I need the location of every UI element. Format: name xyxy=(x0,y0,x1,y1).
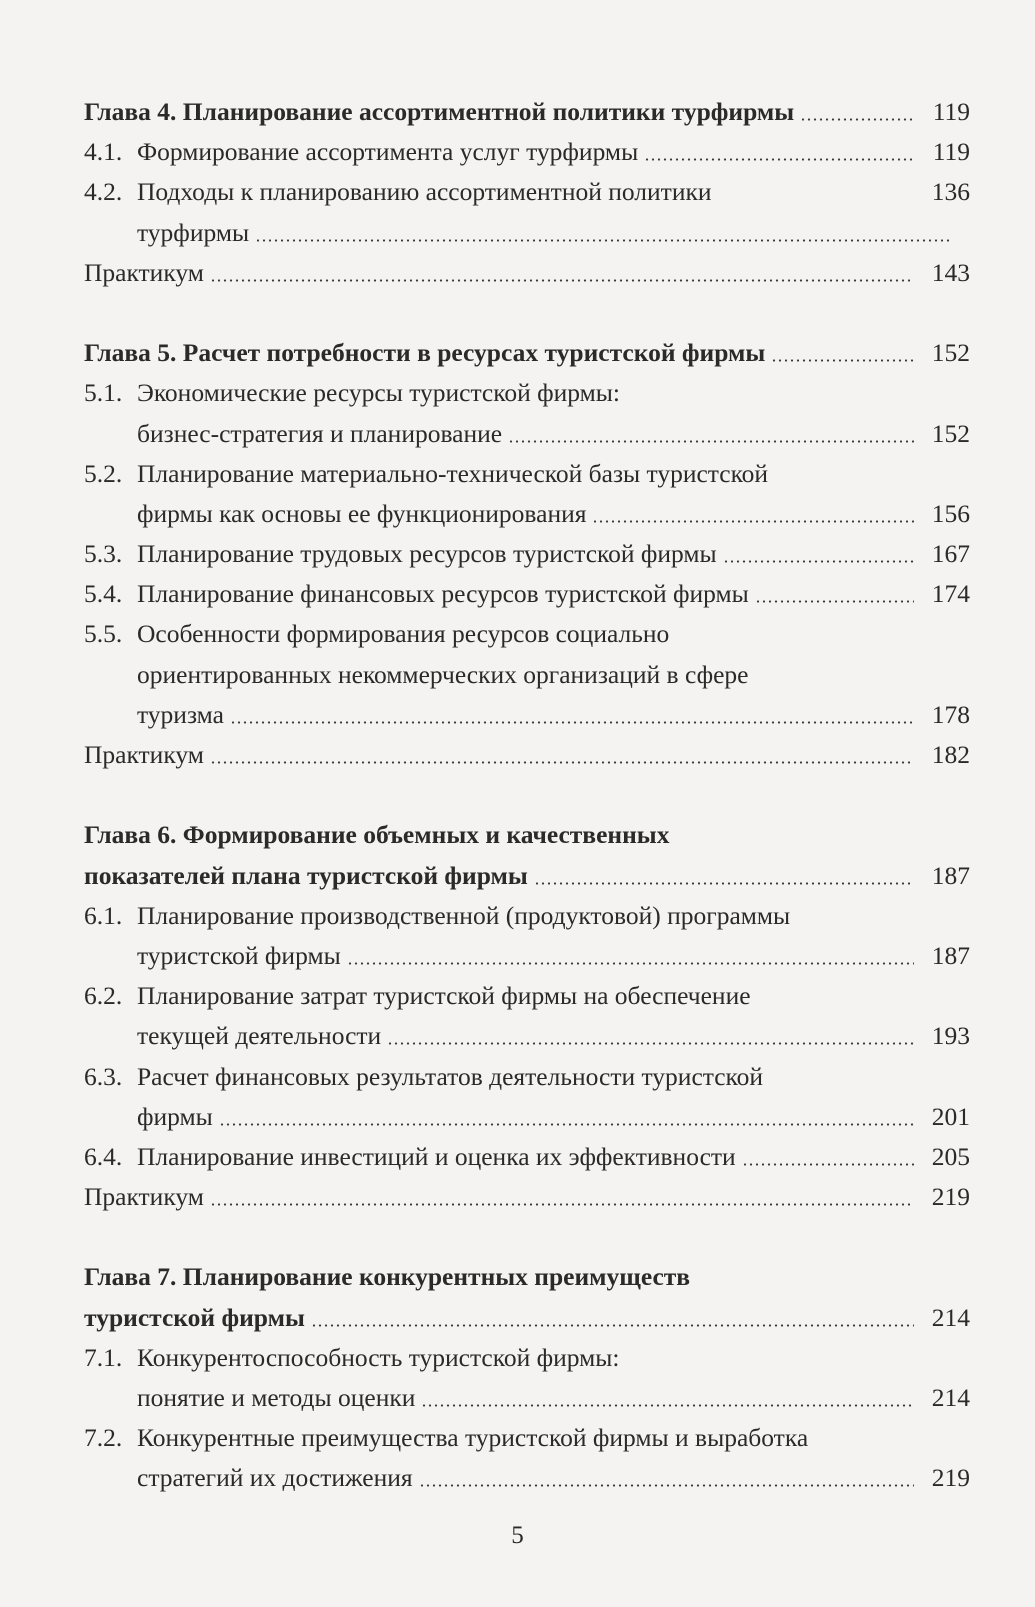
toc-entry-line[interactable] xyxy=(0,373,1035,413)
toc-entry-line[interactable] xyxy=(0,1097,1035,1137)
toc-dot-leader xyxy=(742,1163,914,1166)
toc-dot-leader xyxy=(387,1042,914,1045)
toc-page-number: 156 xyxy=(931,498,970,528)
toc-page-number: 182 xyxy=(931,740,970,769)
toc-page-number: 214 xyxy=(931,1302,970,1332)
toc-entry-line[interactable] xyxy=(0,1418,1035,1458)
toc-section-title: Экономические ресурсы туристской фирмы: xyxy=(137,378,621,408)
toc-entry-line[interactable] xyxy=(0,655,1035,695)
toc-entry-line[interactable] xyxy=(0,1016,1035,1056)
toc-chapter-line[interactable] xyxy=(0,92,1035,132)
toc-section-title: бизнес-стратегия и планирование xyxy=(137,418,503,448)
toc-section-number: 4.1. xyxy=(84,137,123,167)
toc-section-title: Планирование материально-технической базы туристской xyxy=(137,458,769,488)
toc-page-number: 187 xyxy=(931,860,970,890)
toc-dot-leader xyxy=(755,600,914,603)
toc-section-number: 6.4. xyxy=(84,1141,123,1171)
toc-entry-line[interactable] xyxy=(0,454,1035,494)
toc-dot-leader xyxy=(219,1123,914,1126)
toc-entry-line[interactable] xyxy=(0,1378,1035,1418)
toc-section-title: Конкурентоспособность туристской фирмы: xyxy=(137,1342,620,1372)
toc-chapter-title: Глава 7. Планирование конкурентных преимуществ xyxy=(84,1262,691,1292)
toc-page-number: 193 xyxy=(931,1021,970,1051)
toc-entry-line[interactable] xyxy=(0,1458,1035,1498)
toc-section-title: Конкурентные преимущества туристской фирмы и выработка xyxy=(137,1423,809,1453)
toc-section-number: 5.5. xyxy=(84,619,123,649)
toc-entry-line[interactable] xyxy=(0,1177,1035,1217)
toc-dot-leader xyxy=(771,359,913,362)
toc-page-number: 201 xyxy=(931,1101,970,1131)
toc-section-title: стратегий их достижения xyxy=(137,1463,413,1493)
toc-chapter-title: Глава 4. Планирование ассортиментной политики турфирмы xyxy=(84,97,795,126)
toc-entry-line[interactable] xyxy=(0,253,1035,293)
toc-page-number: 214 xyxy=(931,1383,970,1412)
toc-entry-line[interactable] xyxy=(0,936,1035,976)
toc-section-title: Особенности формирования ресурсов социально xyxy=(137,619,670,649)
section-gap xyxy=(0,293,1035,333)
toc-dot-leader xyxy=(723,560,914,563)
toc-page-number: 178 xyxy=(931,699,970,729)
toc-entry-line[interactable] xyxy=(0,1338,1035,1378)
toc-dot-leader xyxy=(210,761,914,764)
toc-chapter-line[interactable] xyxy=(0,333,1035,373)
toc-entry-line[interactable] xyxy=(0,132,1035,172)
toc-entry-line[interactable] xyxy=(0,614,1035,654)
toc-section-title: Расчет финансовых результатов деятельности туристской xyxy=(137,1061,764,1091)
toc-section-number: 7.2. xyxy=(84,1423,123,1453)
toc-entry-line[interactable] xyxy=(0,534,1035,574)
toc-page-number: 174 xyxy=(931,579,970,609)
toc-chapter-title: показателей плана туристской фирмы xyxy=(84,860,528,890)
toc-page-number: 119 xyxy=(932,137,970,167)
toc-dot-leader xyxy=(347,962,914,965)
toc-dot-leader xyxy=(592,520,913,523)
toc-dot-leader xyxy=(508,440,914,443)
toc-chapter-title: Глава 6. Формирование объемных и качественных xyxy=(84,820,670,850)
toc-section-title: Планирование финансовых ресурсов туристской фирмы xyxy=(137,579,749,609)
toc-practicum-title: Практикум xyxy=(84,257,204,287)
section-gap xyxy=(0,1217,1035,1257)
toc-dot-leader xyxy=(210,1203,914,1206)
toc-section-title: Планирование трудовых ресурсов туристской фирмы xyxy=(137,539,717,569)
toc-section-number: 6.2. xyxy=(84,981,123,1011)
toc-section-title: Планирование производственной (продуктовой) программы xyxy=(137,900,791,930)
toc-entry-line[interactable] xyxy=(0,896,1035,936)
toc-dot-leader xyxy=(255,239,952,242)
toc-page-number: 187 xyxy=(931,940,970,970)
toc-section-title: туризма xyxy=(137,699,224,729)
toc-page-number: 205 xyxy=(931,1141,970,1171)
toc-chapter-title: туристской фирмы xyxy=(84,1302,305,1332)
toc-entry-line[interactable] xyxy=(0,735,1035,775)
toc-chapter-line[interactable] xyxy=(0,856,1035,896)
toc-page-number: 219 xyxy=(931,1463,970,1493)
toc-chapter-line[interactable] xyxy=(0,1257,1035,1297)
toc-entry-line[interactable] xyxy=(0,414,1035,454)
toc-section-title: туристской фирмы xyxy=(137,940,341,970)
toc-page-number: 152 xyxy=(931,338,970,368)
toc-section-title: Планирование затрат туристской фирмы на обеспечение xyxy=(137,981,751,1011)
toc-page-number: 136 xyxy=(931,177,970,207)
table-of-contents xyxy=(0,92,1035,1499)
toc-dot-leader xyxy=(311,1324,914,1327)
toc-section-title: Подходы к планированию ассортиментной политики xyxy=(137,177,712,207)
toc-practicum-title: Практикум xyxy=(84,1182,204,1212)
toc-chapter-line[interactable] xyxy=(0,815,1035,855)
toc-chapter-title: Глава 5. Расчет потребности в ресурсах туристской фирмы xyxy=(84,338,766,368)
toc-entry-line[interactable] xyxy=(0,213,1035,253)
toc-dot-leader xyxy=(534,882,914,885)
toc-dot-leader xyxy=(230,721,914,724)
toc-dot-leader xyxy=(800,118,914,121)
page-number: 5 xyxy=(511,1522,524,1549)
toc-section-title: турфирмы xyxy=(137,217,250,247)
toc-section-number: 4.2. xyxy=(84,177,123,207)
toc-section-number: 5.1. xyxy=(84,378,123,408)
toc-page-number: 152 xyxy=(931,418,970,448)
toc-page-number: 119 xyxy=(932,97,970,126)
toc-page-number: 143 xyxy=(931,257,970,287)
toc-page-number: 219 xyxy=(931,1182,970,1212)
toc-section-title: фирмы как основы ее функционирования xyxy=(137,498,587,528)
toc-entry-line[interactable] xyxy=(0,574,1035,614)
toc-section-number: 6.1. xyxy=(84,900,123,930)
toc-entry-line[interactable] xyxy=(0,1137,1035,1177)
section-gap xyxy=(0,775,1035,815)
toc-section-title: ориентированных некоммерческих организаций в сфере xyxy=(137,659,749,689)
toc-dot-leader xyxy=(644,158,914,161)
toc-entry-line[interactable] xyxy=(0,494,1035,534)
toc-section-title: понятие и методы оценки xyxy=(137,1383,416,1412)
toc-section-title: Формирование ассортимента услуг турфирмы xyxy=(137,137,639,167)
toc-dot-leader xyxy=(419,1484,914,1487)
toc-section-number: 7.1. xyxy=(84,1342,123,1372)
toc-entry-line[interactable] xyxy=(0,695,1035,735)
toc-dot-leader xyxy=(210,279,914,282)
toc-section-number: 5.2. xyxy=(84,458,123,488)
toc-practicum-title: Практикум xyxy=(84,740,204,769)
toc-section-number: 6.3. xyxy=(84,1061,123,1091)
toc-entry-line[interactable] xyxy=(0,1057,1035,1097)
toc-dot-leader xyxy=(421,1404,913,1407)
toc-section-title: Планирование инвестиций и оценка их эффективности xyxy=(137,1141,736,1171)
toc-entry-line[interactable] xyxy=(0,976,1035,1016)
toc-section-title: фирмы xyxy=(137,1101,213,1131)
toc-section-title: текущей деятельности xyxy=(137,1021,382,1051)
toc-page-number: 167 xyxy=(931,539,970,569)
toc-section-number: 5.4. xyxy=(84,579,123,609)
toc-entry-line[interactable] xyxy=(0,172,1035,212)
toc-section-number: 5.3. xyxy=(84,539,123,569)
toc-chapter-line[interactable] xyxy=(0,1298,1035,1338)
